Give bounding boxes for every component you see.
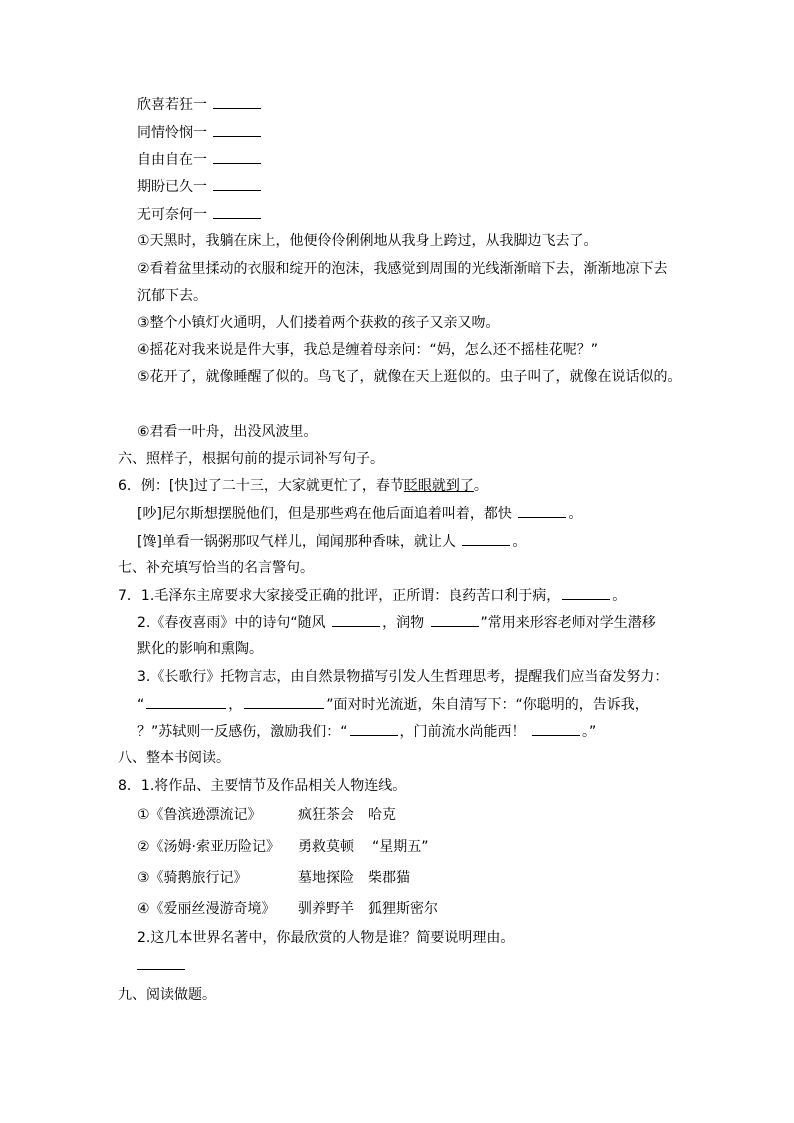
answer-blank[interactable] xyxy=(518,503,566,518)
answer-blank[interactable] xyxy=(462,531,510,546)
answer-blank[interactable] xyxy=(332,612,380,627)
example-underlined: 眨眼就到了 xyxy=(403,478,474,494)
book-title: ②《汤姆·索亚历险记》 xyxy=(137,839,281,855)
idiom-line xyxy=(137,204,263,225)
item-text: ”常用来形容老师对学生潜移 xyxy=(480,615,656,631)
period: 。 xyxy=(473,478,488,494)
answer-blank[interactable] xyxy=(244,694,324,709)
question-7-3: 3.《长歌行》托物言志，由自然景物描写引发人生哲理思考，提醒我们应当奋发努力： xyxy=(137,669,669,685)
match-row xyxy=(137,899,537,919)
idiom: 期盼已久一 xyxy=(137,179,207,195)
item-text: [馋]单看一锅粥那叹气样儿，闻闻那种香味，就让人 xyxy=(137,534,456,550)
item-text: 7．1.毛泽东主席要求大家接受正确的批评，正所谓：良药苦口利于病， xyxy=(118,588,561,604)
answer-blank[interactable] xyxy=(213,149,261,164)
character: 柴郡猫 xyxy=(368,870,410,886)
question-8-1: 8．1.将作品、主要情节及作品相关人物连线。 xyxy=(118,778,407,794)
plot: 墓地探险 xyxy=(298,870,354,886)
question-7-3-cont2 xyxy=(137,721,596,742)
character: 狐狸斯密尔 xyxy=(368,901,438,917)
question-8-2: 2.这几本世界名著中，你最欣赏的人物是谁？简要说明理由。 xyxy=(137,930,515,946)
quote: “ xyxy=(137,697,145,713)
question-6-item-2 xyxy=(137,531,526,552)
idiom: 无可奈何一 xyxy=(137,207,207,223)
period: 。 xyxy=(612,588,627,604)
idiom: 欣喜若狂一 xyxy=(137,97,207,113)
question-6-example xyxy=(118,476,488,496)
idiom: 自由自在一 xyxy=(137,152,207,168)
answer-blank[interactable] xyxy=(213,94,261,109)
answer-blank[interactable] xyxy=(213,176,261,191)
book-title: ④《爱丽丝漫游奇境》 xyxy=(137,901,276,917)
idiom-line xyxy=(137,176,263,197)
item-text: ，门前流水尚能西！ xyxy=(399,724,526,740)
idiom: 同情怜悯一 xyxy=(137,125,207,141)
period: 。 xyxy=(568,506,583,522)
match-row xyxy=(137,837,537,857)
sentence-6: ⑥君看一叶舟，出没风波里。 xyxy=(137,424,318,440)
question-7-2-cont: 默化的影响和熏陶。 xyxy=(137,641,263,657)
sentence-2: ②看着盆里揉动的衣服和绽开的泡沫，我感觉到周围的光线渐渐暗下去，渐渐地凉下去 xyxy=(137,261,668,277)
section-7-heading: 七、补充填写恰当的名言警句。 xyxy=(118,560,314,576)
idiom-line xyxy=(137,122,263,143)
idiom-line xyxy=(137,149,263,170)
answer-blank[interactable] xyxy=(562,585,610,600)
sentence-4: ④摇花对我来说是件大事，我总是缠着母亲问：“妈，怎么还不摇桂花呢？” xyxy=(137,342,599,358)
character: 哈克 xyxy=(368,807,396,823)
sentence-2-cont: 沉郁下去。 xyxy=(137,288,207,304)
character: “星期五” xyxy=(372,839,429,855)
plot: 勇救莫顿 xyxy=(298,839,354,855)
answer-blank[interactable] xyxy=(431,612,479,627)
answer-blank[interactable] xyxy=(146,694,226,709)
answer-blank[interactable] xyxy=(532,721,580,736)
book-title: ①《鲁滨逊漂流记》 xyxy=(137,807,262,823)
answer-blank[interactable] xyxy=(350,721,398,736)
question-7-3-cont xyxy=(137,694,649,715)
book-title: ③《骑鹅旅行记》 xyxy=(137,870,248,886)
section-9-heading: 九、阅读做题。 xyxy=(118,987,216,1003)
idiom-line xyxy=(137,94,263,115)
section-6-heading: 六、照样子，根据句前的提示词补写句子。 xyxy=(118,451,384,467)
example-text: 6．例：[快]过了二十三，大家就更忙了，春节 xyxy=(118,478,404,494)
period: 。 xyxy=(512,534,527,550)
answer-blank[interactable] xyxy=(137,955,185,970)
plot: 驯养野羊 xyxy=(298,901,354,917)
answer-blank[interactable] xyxy=(213,122,261,137)
item-text: 。” xyxy=(581,724,597,740)
item-text: ，润物 xyxy=(382,615,425,631)
item-text: ”面对时光流逝，朱自清写下：“你聪明的，告诉我， xyxy=(326,697,649,713)
comma: ， xyxy=(228,697,243,713)
sentence-3: ③整个小镇灯火通明，人们搂着两个获救的孩子又亲又吻。 xyxy=(137,315,500,331)
match-row xyxy=(137,868,537,888)
item-text: [吵]尼尔斯想摆脱他们，但是那些鸡在他后面追着叫着，都快 xyxy=(137,506,512,522)
sentence-1: ①天黑时，我躺在床上，他便伶伶俐俐地从我身上跨过，从我脚边飞去了。 xyxy=(137,233,598,249)
sentence-5: ⑤花开了，就像睡醒了似的。鸟飞了，就像在天上逛似的。虫子叫了，就像在说话似的。 xyxy=(137,369,682,385)
item-text: ？”苏轼则一反感伤，激励我们：“ xyxy=(137,724,348,740)
question-7-2 xyxy=(137,612,656,633)
section-8-heading: 八、整本书阅读。 xyxy=(118,750,230,766)
answer-line xyxy=(137,955,185,976)
question-6-item-1 xyxy=(137,503,582,524)
match-row xyxy=(137,805,537,825)
plot: 疯狂茶会 xyxy=(298,807,354,823)
question-7-1 xyxy=(118,585,626,606)
answer-blank[interactable] xyxy=(213,204,261,219)
item-text: 2.《春夜喜雨》中的诗句“随风 xyxy=(137,615,326,631)
